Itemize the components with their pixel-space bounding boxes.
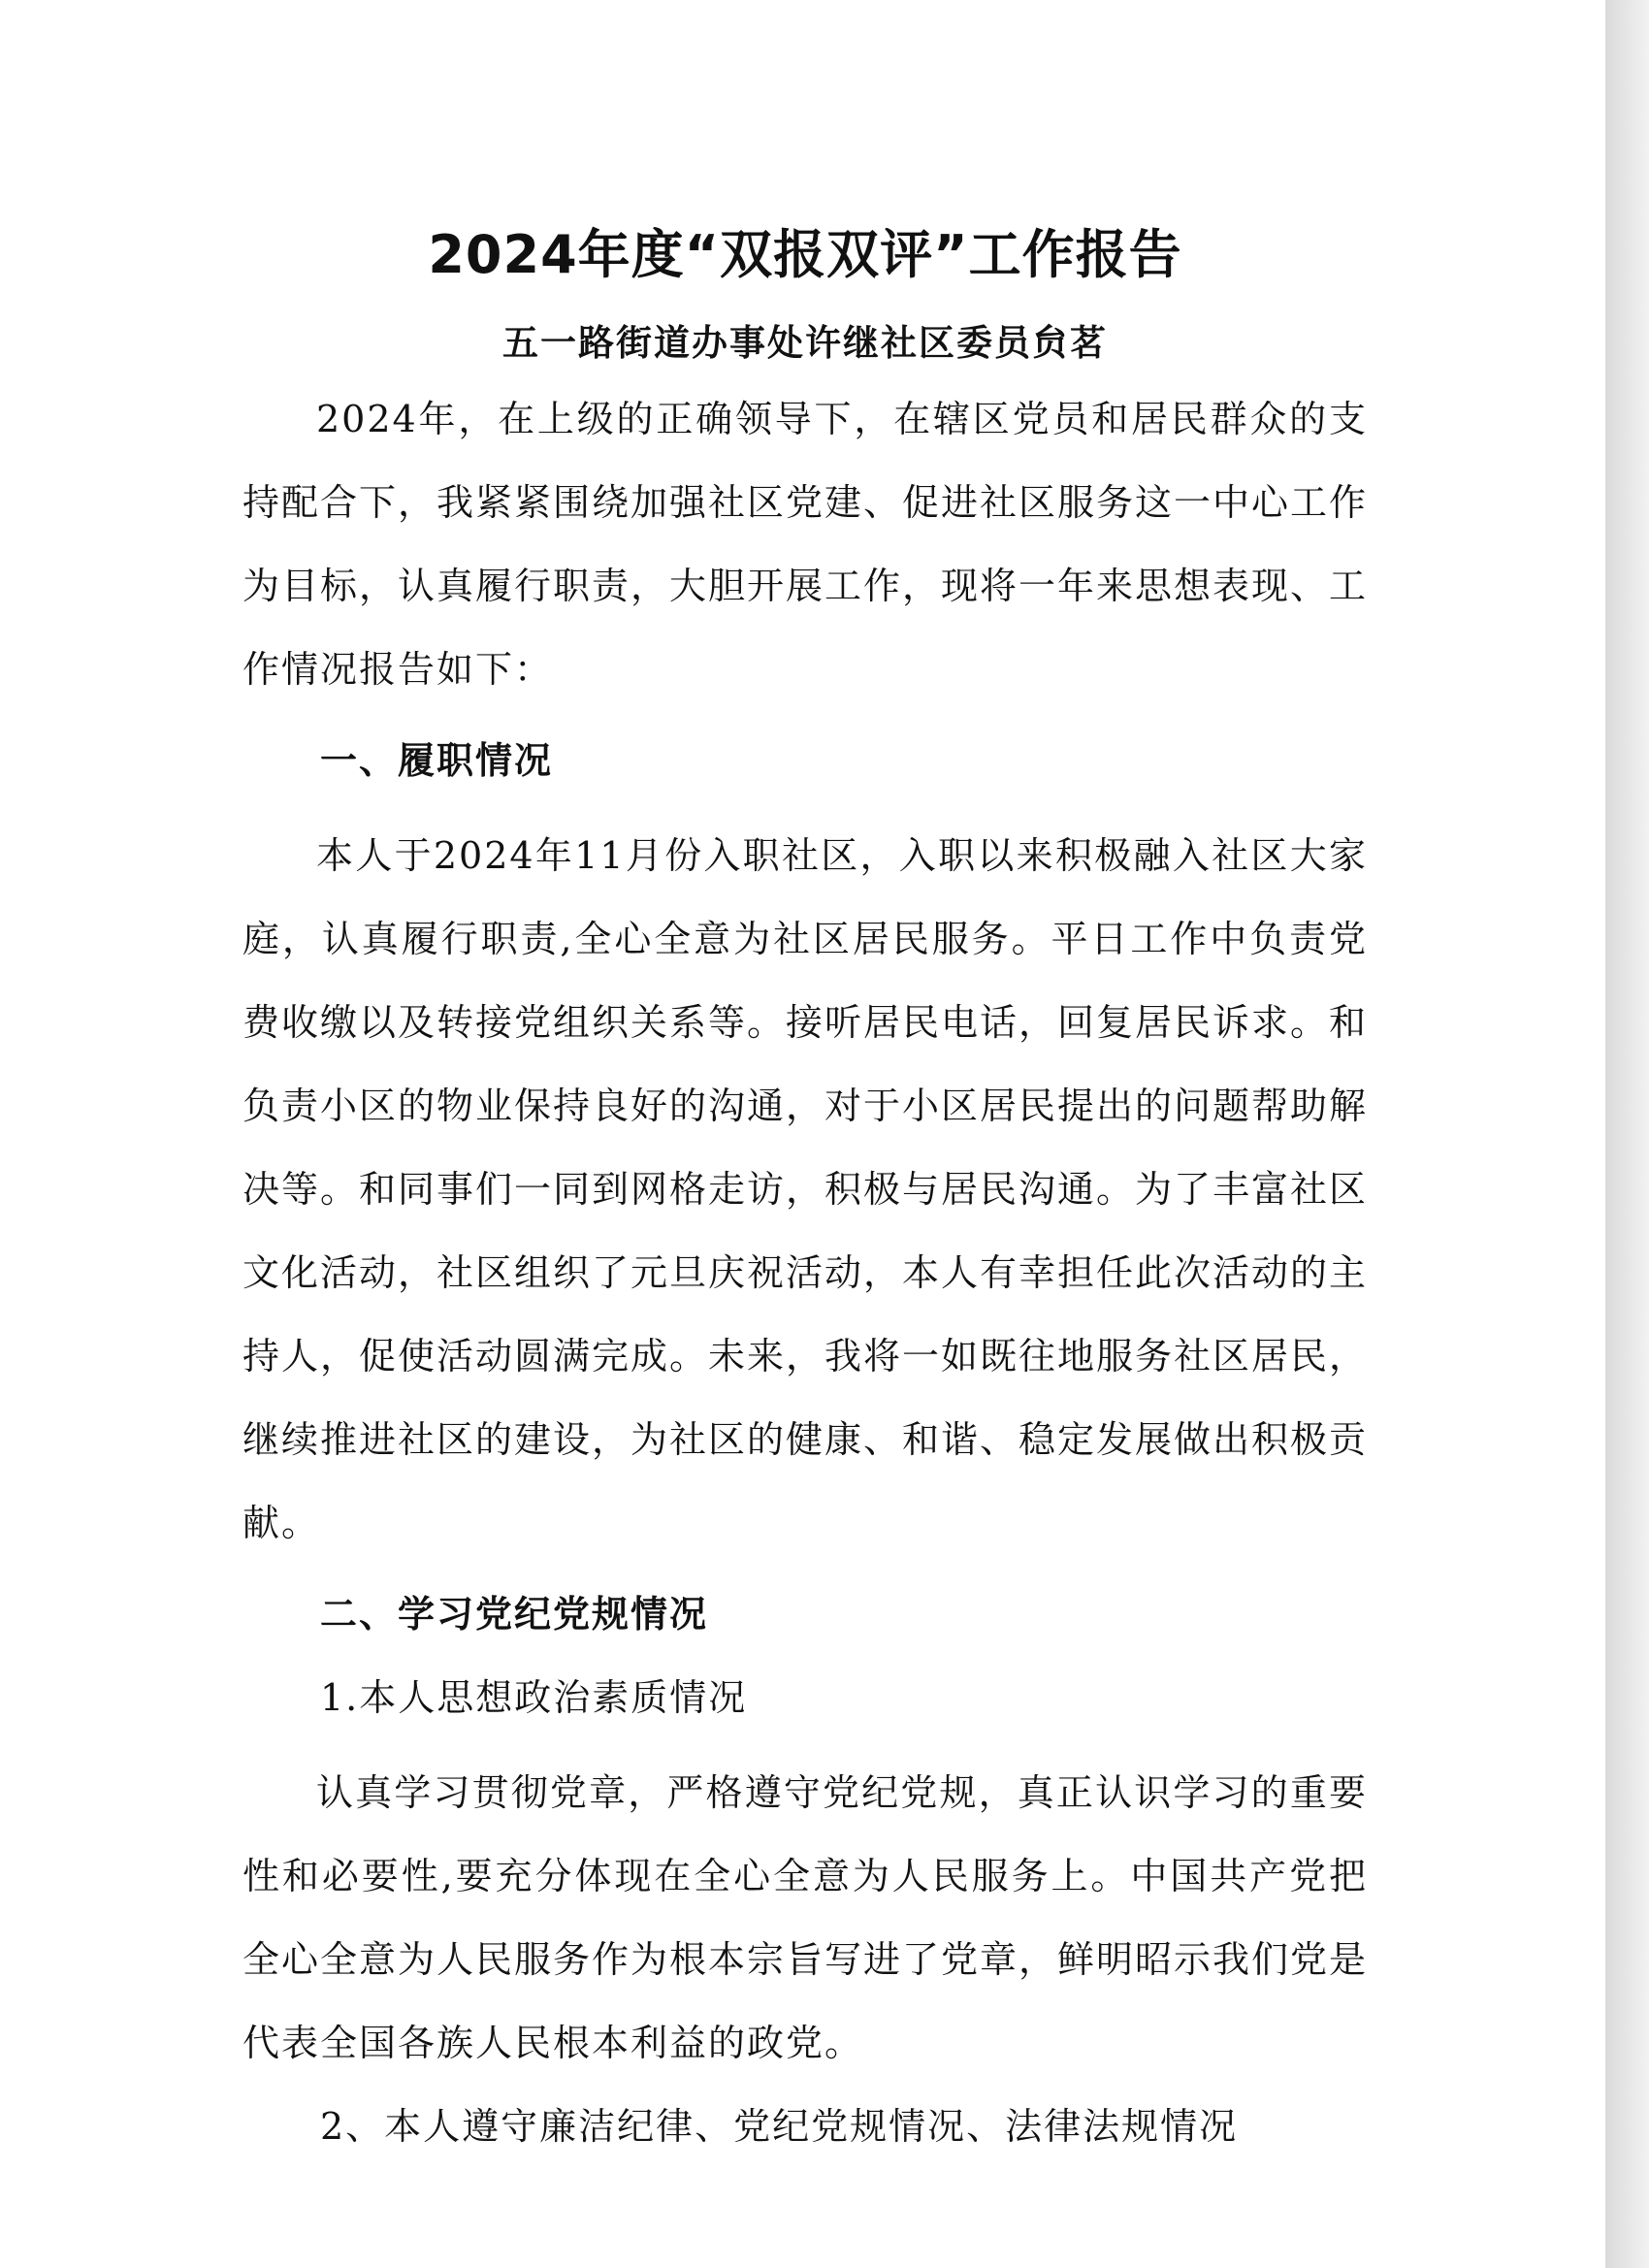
section-2-item-2-title: 2、本人遵守廉洁纪律、党纪党规情况、法律法规情况	[320, 2105, 1239, 2148]
section-1-heading: 一、履职情况	[320, 739, 554, 782]
document-author: 五一路街道办事处许继社区委员贠茗	[502, 322, 1108, 364]
document-body	[242, 184, 1368, 2168]
section-2-item-1-body: 认真学习贯彻党章，严格遵守党纪党规，真正认识学习的重要性和必要性,要充分体现在全心全意为人民服务上。中国共产党把全心全意为人民服务作为根本宗旨写进了党章，鲜明昭示我们党是代表全国各族人民根本利益的政党。	[242, 1771, 1369, 2064]
intro-paragraph: 2024年，在上级的正确领导下，在辖区党员和居民群众的支持配合下，我紧紧围绕加强社区党建、促进社区服务这一中心工作为目标，认真履行职责，大胆开展工作，现将一年来思想表现、工作情况报告如下：	[242, 398, 1369, 691]
section-1-body: 本人于2024年11月份入职社区，入职以来积极融入社区大家庭，认真履行职责,全心全意为社区居民服务。平日工作中负责党费收缴以及转接党组织关系等。接听居民电话，回复居民诉求。和负责小区的物业保持良好的沟通，对于小区居民提出的问题帮助解决等。和同事们一同到网格走访，积极与居民沟通。为了丰富社区文化活动，社区组织了元旦庆祝活动，本人有幸担任此次活动的主持人，促使活动圆满完成。未来，我将一如既往地服务社区居民，继续推进社区的建设，为社区的健康、和谐、稳定发展做出积极贡献。	[242, 834, 1369, 1544]
scan-edge	[1605, 0, 1649, 2268]
document-title: 2024年度“双报双评”工作报告	[428, 224, 1182, 285]
section-2-heading: 二、学习党纪党规情况	[320, 1593, 709, 1636]
section-2-item-1-title: 1.本人思想政治素质情况	[320, 1676, 748, 1719]
